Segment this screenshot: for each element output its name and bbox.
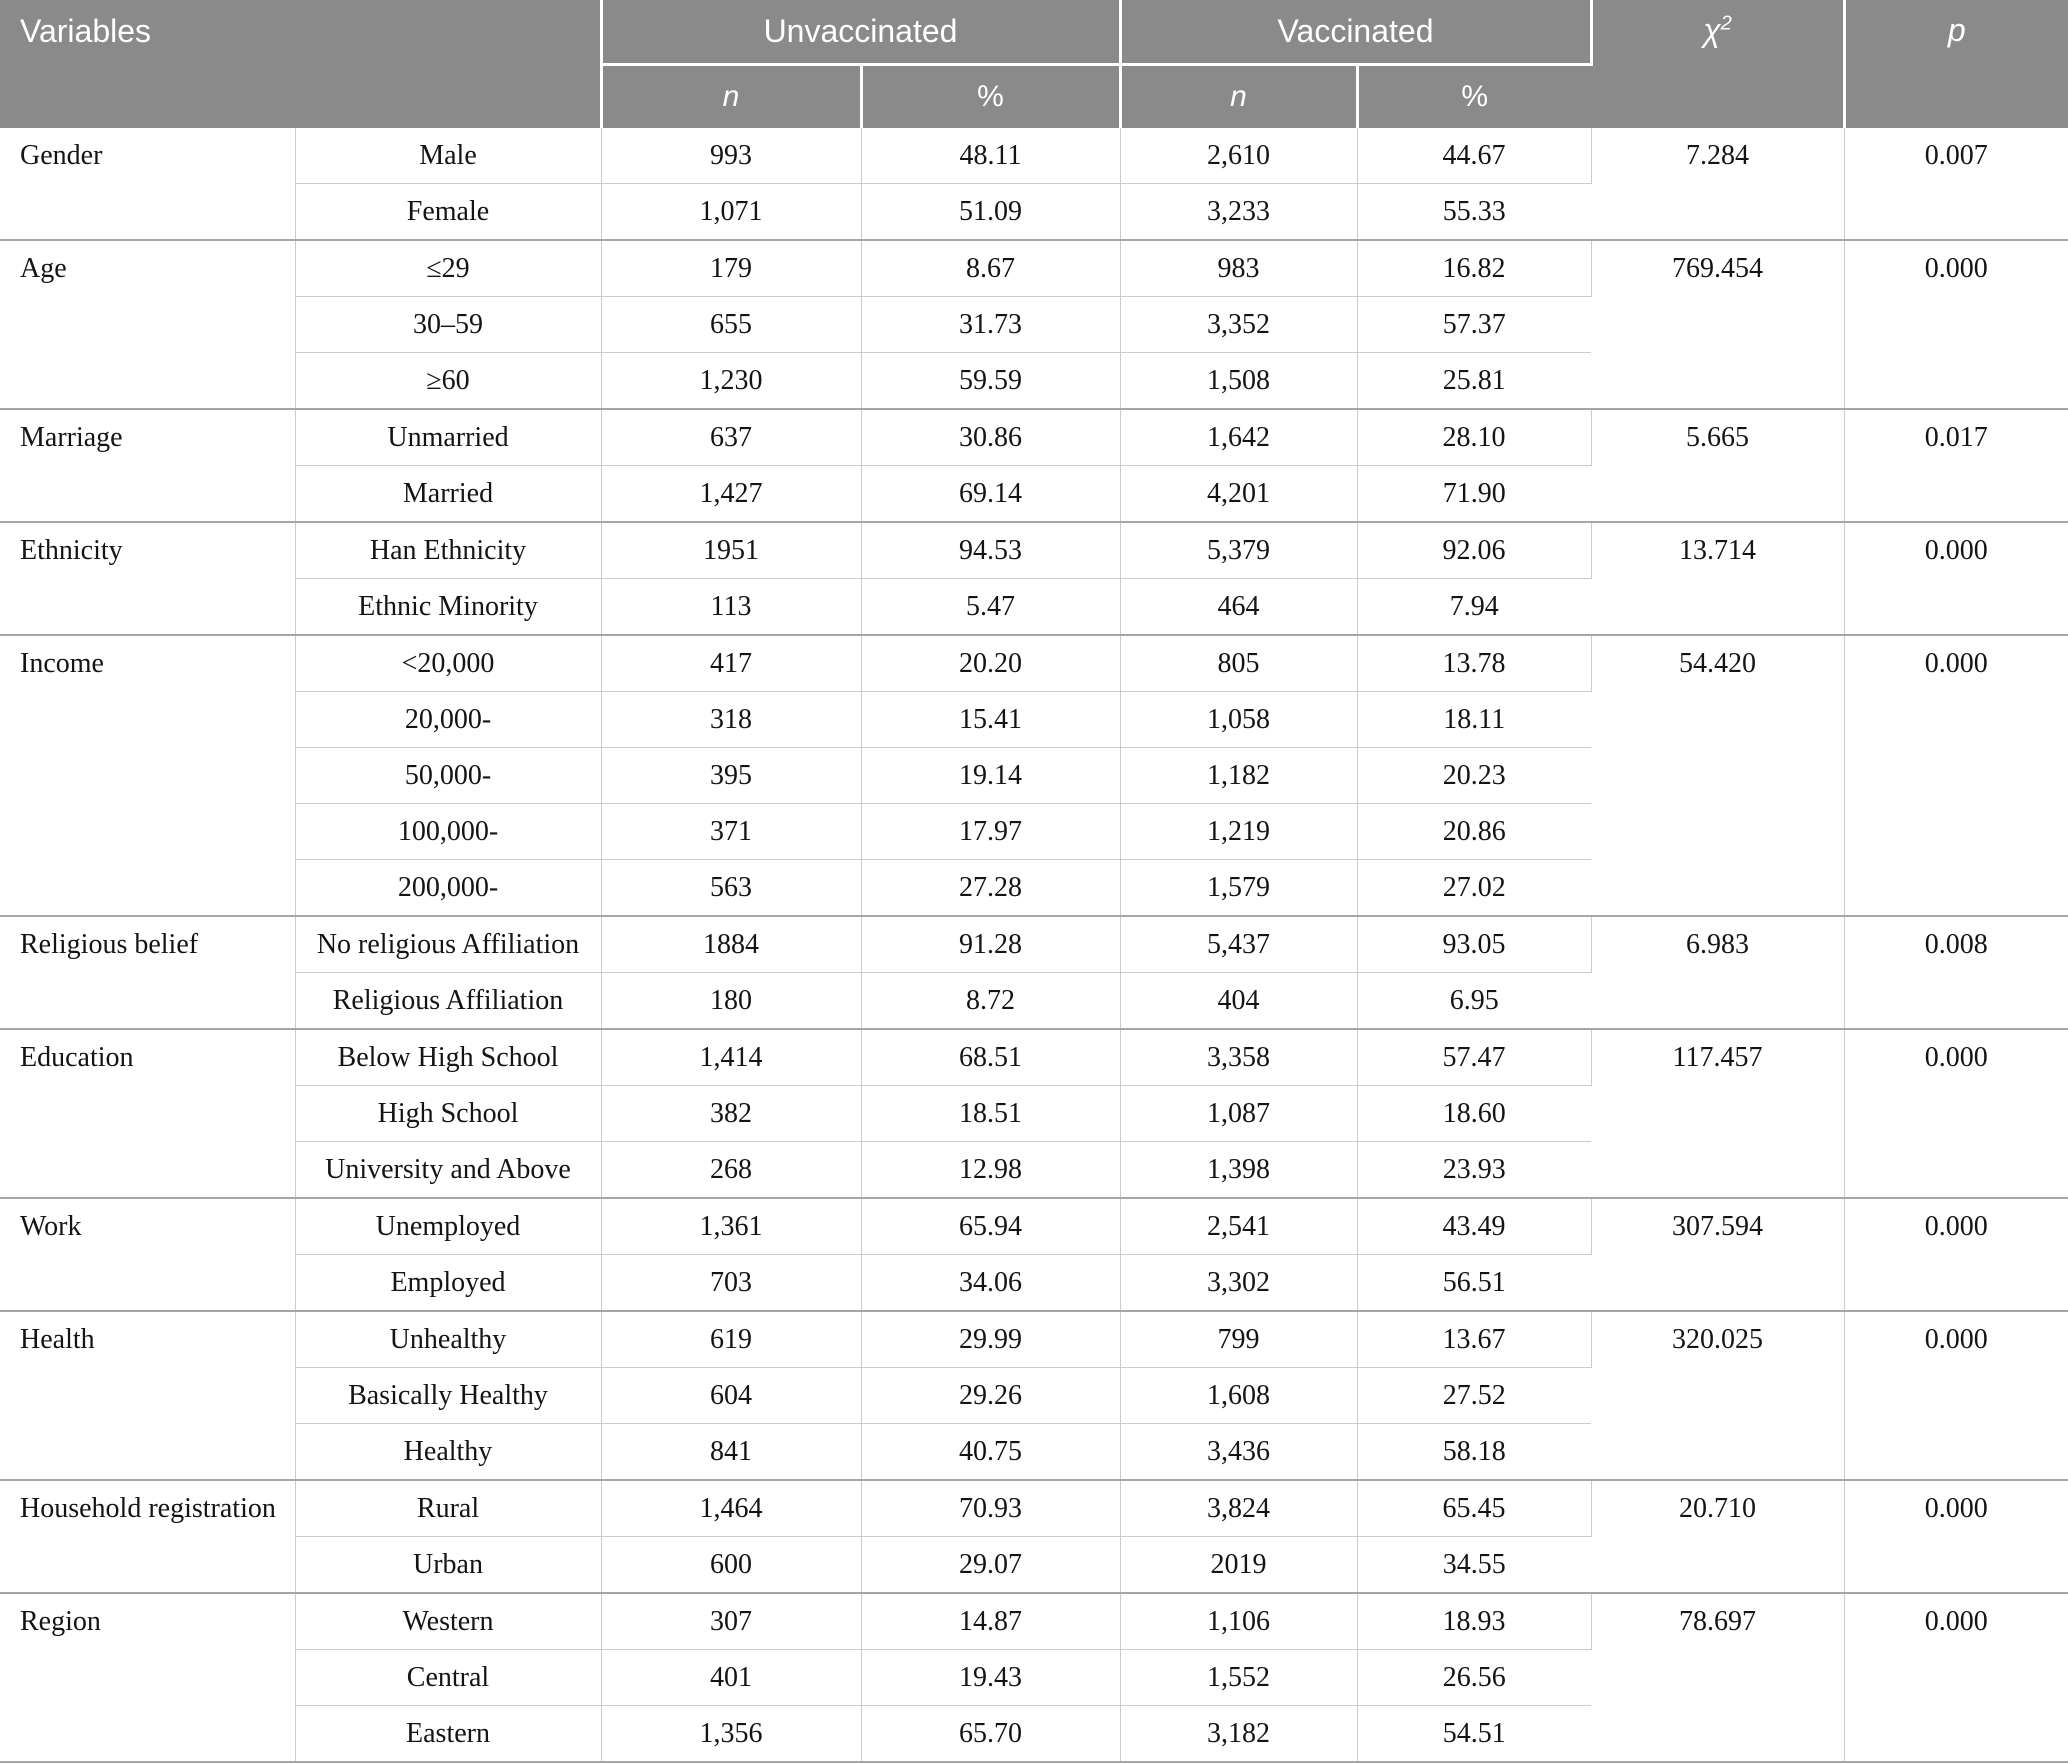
chi2-value-cell: 769.454 — [1591, 240, 1844, 409]
unvaccinated-pct-cell: 29.99 — [861, 1311, 1120, 1368]
vaccinated-n-cell: 1,579 — [1120, 860, 1357, 917]
unvaccinated-n-cell: 1,356 — [601, 1706, 861, 1763]
vaccinated-pct-cell: 93.05 — [1357, 916, 1591, 973]
table-row — [0, 240, 2068, 297]
category-cell: Below High School — [295, 1029, 601, 1086]
unvaccinated-pct-cell: 8.67 — [861, 240, 1120, 297]
vaccinated-pct-cell: 34.55 — [1357, 1537, 1591, 1594]
unvaccinated-n-cell: 179 — [601, 240, 861, 297]
p-value-cell: 0.000 — [1844, 1480, 2068, 1593]
table-row — [0, 128, 2068, 184]
variable-cell: Marriage — [0, 409, 295, 522]
vaccinated-n-cell: 2,610 — [1120, 128, 1357, 184]
category-cell: Married — [295, 466, 601, 523]
unvaccinated-n-cell: 993 — [601, 128, 861, 184]
category-cell: Eastern — [295, 1706, 601, 1763]
unvaccinated-n-cell: 841 — [601, 1424, 861, 1481]
vaccinated-n-cell: 3,824 — [1120, 1480, 1357, 1537]
unvaccinated-n-cell: 1951 — [601, 522, 861, 579]
vaccinated-pct-cell: 13.78 — [1357, 635, 1591, 692]
unvaccinated-n-cell: 180 — [601, 973, 861, 1030]
unvaccinated-n-cell: 703 — [601, 1255, 861, 1312]
unvaccinated-n-cell: 395 — [601, 748, 861, 804]
unvaccinated-n-cell: 371 — [601, 804, 861, 860]
header-vaccinated-n: n — [1120, 65, 1357, 129]
vaccinated-n-cell: 3,436 — [1120, 1424, 1357, 1481]
vaccinated-pct-cell: 54.51 — [1357, 1706, 1591, 1763]
vaccinated-n-cell: 3,182 — [1120, 1706, 1357, 1763]
unvaccinated-pct-cell: 48.11 — [861, 128, 1120, 184]
chi2-value-cell: 78.697 — [1591, 1593, 1844, 1762]
category-cell: 100,000- — [295, 804, 601, 860]
vaccinated-pct-cell: 92.06 — [1357, 522, 1591, 579]
vaccinated-n-cell: 464 — [1120, 579, 1357, 636]
header-unvaccinated: Unvaccinated — [601, 0, 1120, 65]
category-cell: No religious Affiliation — [295, 916, 601, 973]
unvaccinated-n-cell: 1884 — [601, 916, 861, 973]
unvaccinated-pct-cell: 12.98 — [861, 1142, 1120, 1199]
vaccinated-pct-cell: 6.95 — [1357, 973, 1591, 1030]
category-cell: ≥60 — [295, 353, 601, 410]
vaccinated-n-cell: 4,201 — [1120, 466, 1357, 523]
vaccinated-n-cell: 983 — [1120, 240, 1357, 297]
unvaccinated-pct-cell: 91.28 — [861, 916, 1120, 973]
unvaccinated-n-cell: 1,071 — [601, 184, 861, 241]
vaccinated-n-cell: 1,642 — [1120, 409, 1357, 466]
vaccinated-pct-cell: 16.82 — [1357, 240, 1591, 297]
vaccinated-n-cell: 2,541 — [1120, 1198, 1357, 1255]
table-row — [0, 522, 2068, 579]
vaccinated-n-cell: 1,219 — [1120, 804, 1357, 860]
unvaccinated-n-cell: 1,464 — [601, 1480, 861, 1537]
variable-cell: Work — [0, 1198, 295, 1311]
unvaccinated-n-cell: 1,414 — [601, 1029, 861, 1086]
category-cell: Unmarried — [295, 409, 601, 466]
unvaccinated-pct-cell: 51.09 — [861, 184, 1120, 241]
chi-symbol: χ — [1703, 12, 1721, 48]
p-value-cell: 0.007 — [1844, 128, 2068, 240]
category-cell: Religious Affiliation — [295, 973, 601, 1030]
unvaccinated-n-cell: 655 — [601, 297, 861, 353]
unvaccinated-pct-cell: 69.14 — [861, 466, 1120, 523]
p-value-cell: 0.017 — [1844, 409, 2068, 522]
vaccinated-n-cell: 3,233 — [1120, 184, 1357, 241]
p-value-cell: 0.000 — [1844, 1593, 2068, 1762]
category-cell: University and Above — [295, 1142, 601, 1199]
category-cell: Western — [295, 1593, 601, 1650]
category-cell: 30–59 — [295, 297, 601, 353]
category-cell: Ethnic Minority — [295, 579, 601, 636]
chi2-value-cell: 20.710 — [1591, 1480, 1844, 1593]
vaccinated-pct-cell: 57.37 — [1357, 297, 1591, 353]
vaccinated-n-cell: 1,398 — [1120, 1142, 1357, 1199]
vaccinated-n-cell: 3,302 — [1120, 1255, 1357, 1312]
p-value-cell: 0.000 — [1844, 635, 2068, 916]
vaccinated-n-cell: 1,552 — [1120, 1650, 1357, 1706]
vaccinated-n-cell: 3,358 — [1120, 1029, 1357, 1086]
table-body — [0, 128, 2068, 1762]
vaccinated-n-cell: 5,437 — [1120, 916, 1357, 973]
unvaccinated-pct-cell: 17.97 — [861, 804, 1120, 860]
variable-cell: Ethnicity — [0, 522, 295, 635]
category-cell: Rural — [295, 1480, 601, 1537]
unvaccinated-pct-cell: 31.73 — [861, 297, 1120, 353]
unvaccinated-n-cell: 382 — [601, 1086, 861, 1142]
unvaccinated-pct-cell: 65.94 — [861, 1198, 1120, 1255]
category-cell: Urban — [295, 1537, 601, 1594]
unvaccinated-pct-cell: 34.06 — [861, 1255, 1120, 1312]
unvaccinated-pct-cell: 70.93 — [861, 1480, 1120, 1537]
vaccinated-pct-cell: 57.47 — [1357, 1029, 1591, 1086]
unvaccinated-pct-cell: 29.26 — [861, 1368, 1120, 1424]
unvaccinated-n-cell: 1,230 — [601, 353, 861, 410]
variable-cell: Health — [0, 1311, 295, 1480]
unvaccinated-n-cell: 417 — [601, 635, 861, 692]
vaccinated-n-cell: 1,182 — [1120, 748, 1357, 804]
category-cell: Male — [295, 128, 601, 184]
unvaccinated-n-cell: 401 — [601, 1650, 861, 1706]
vaccinated-n-cell: 799 — [1120, 1311, 1357, 1368]
vaccinated-n-cell: 1,058 — [1120, 692, 1357, 748]
header-vaccinated: Vaccinated — [1120, 0, 1591, 65]
vaccinated-pct-cell: 20.86 — [1357, 804, 1591, 860]
category-cell: Healthy — [295, 1424, 601, 1481]
category-cell: Basically Healthy — [295, 1368, 601, 1424]
category-cell: 20,000- — [295, 692, 601, 748]
header-vaccinated-pct: % — [1357, 65, 1591, 129]
header-chi-square — [1591, 0, 1844, 128]
unvaccinated-pct-cell: 5.47 — [861, 579, 1120, 636]
p-value-cell: 0.008 — [1844, 916, 2068, 1029]
category-cell: Han Ethnicity — [295, 522, 601, 579]
table-row — [0, 1593, 2068, 1650]
vaccinated-n-cell: 805 — [1120, 635, 1357, 692]
category-cell: Unhealthy — [295, 1311, 601, 1368]
unvaccinated-pct-cell: 40.75 — [861, 1424, 1120, 1481]
category-cell: Central — [295, 1650, 601, 1706]
vaccinated-pct-cell: 13.67 — [1357, 1311, 1591, 1368]
unvaccinated-pct-cell: 15.41 — [861, 692, 1120, 748]
vaccinated-n-cell: 2019 — [1120, 1537, 1357, 1594]
variable-cell: Education — [0, 1029, 295, 1198]
unvaccinated-pct-cell: 59.59 — [861, 353, 1120, 410]
variable-cell: Region — [0, 1593, 295, 1762]
unvaccinated-pct-cell: 14.87 — [861, 1593, 1120, 1650]
vaccinated-n-cell: 1,608 — [1120, 1368, 1357, 1424]
vaccinated-pct-cell: 26.56 — [1357, 1650, 1591, 1706]
variable-cell: Age — [0, 240, 295, 409]
table-row — [0, 1311, 2068, 1368]
unvaccinated-pct-cell: 68.51 — [861, 1029, 1120, 1086]
category-cell: High School — [295, 1086, 601, 1142]
unvaccinated-pct-cell: 18.51 — [861, 1086, 1120, 1142]
unvaccinated-n-cell: 1,361 — [601, 1198, 861, 1255]
unvaccinated-pct-cell: 94.53 — [861, 522, 1120, 579]
unvaccinated-pct-cell: 20.20 — [861, 635, 1120, 692]
category-cell: 200,000- — [295, 860, 601, 917]
chi-superscript: 2 — [1720, 12, 1732, 35]
vaccinated-pct-cell: 56.51 — [1357, 1255, 1591, 1312]
header-p-value: p — [1844, 0, 2068, 128]
category-cell: Employed — [295, 1255, 601, 1312]
unvaccinated-n-cell: 604 — [601, 1368, 861, 1424]
chi2-value-cell: 7.284 — [1591, 128, 1844, 240]
category-cell: <20,000 — [295, 635, 601, 692]
table-row — [0, 1029, 2068, 1086]
vaccinated-pct-cell: 23.93 — [1357, 1142, 1591, 1199]
unvaccinated-pct-cell: 27.28 — [861, 860, 1120, 917]
unvaccinated-pct-cell: 29.07 — [861, 1537, 1120, 1594]
p-value-cell: 0.000 — [1844, 522, 2068, 635]
unvaccinated-n-cell: 619 — [601, 1311, 861, 1368]
chi2-value-cell: 5.665 — [1591, 409, 1844, 522]
p-value-cell: 0.000 — [1844, 1311, 2068, 1480]
table-row — [0, 1198, 2068, 1255]
unvaccinated-n-cell: 268 — [601, 1142, 861, 1199]
table-row — [0, 1480, 2068, 1537]
header-variables: Variables — [0, 0, 601, 128]
unvaccinated-pct-cell: 19.43 — [861, 1650, 1120, 1706]
vaccinated-pct-cell: 65.45 — [1357, 1480, 1591, 1537]
chi2-value-cell: 320.025 — [1591, 1311, 1844, 1480]
unvaccinated-pct-cell: 30.86 — [861, 409, 1120, 466]
unvaccinated-n-cell: 600 — [601, 1537, 861, 1594]
unvaccinated-pct-cell: 65.70 — [861, 1706, 1120, 1763]
vaccinated-pct-cell: 28.10 — [1357, 409, 1591, 466]
vaccinated-pct-cell: 44.67 — [1357, 128, 1591, 184]
vaccinated-n-cell: 1,106 — [1120, 1593, 1357, 1650]
unvaccinated-pct-cell: 19.14 — [861, 748, 1120, 804]
unvaccinated-n-cell: 318 — [601, 692, 861, 748]
unvaccinated-n-cell: 307 — [601, 1593, 861, 1650]
category-cell: 50,000- — [295, 748, 601, 804]
chi2-value-cell: 6.983 — [1591, 916, 1844, 1029]
vaccinated-pct-cell: 18.11 — [1357, 692, 1591, 748]
vaccinated-pct-cell: 18.60 — [1357, 1086, 1591, 1142]
category-cell: Unemployed — [295, 1198, 601, 1255]
vaccinated-n-cell: 5,379 — [1120, 522, 1357, 579]
table-row — [0, 916, 2068, 973]
vaccinated-pct-cell: 20.23 — [1357, 748, 1591, 804]
variable-cell: Income — [0, 635, 295, 916]
unvaccinated-n-cell: 1,427 — [601, 466, 861, 523]
vaccinated-pct-cell: 27.02 — [1357, 860, 1591, 917]
table-header — [0, 0, 2068, 128]
variable-cell: Household registration — [0, 1480, 295, 1593]
p-value-cell: 0.000 — [1844, 1198, 2068, 1311]
unvaccinated-n-cell: 113 — [601, 579, 861, 636]
header-unvaccinated-pct: % — [861, 65, 1120, 129]
vaccinated-n-cell: 404 — [1120, 973, 1357, 1030]
vaccinated-pct-cell: 27.52 — [1357, 1368, 1591, 1424]
vaccinated-pct-cell: 43.49 — [1357, 1198, 1591, 1255]
vaccinated-n-cell: 3,352 — [1120, 297, 1357, 353]
unvaccinated-n-cell: 563 — [601, 860, 861, 917]
vaccinated-pct-cell: 25.81 — [1357, 353, 1591, 410]
p-value-cell: 0.000 — [1844, 240, 2068, 409]
unvaccinated-pct-cell: 8.72 — [861, 973, 1120, 1030]
chi2-value-cell: 307.594 — [1591, 1198, 1844, 1311]
vaccinated-n-cell: 1,508 — [1120, 353, 1357, 410]
table-row — [0, 635, 2068, 692]
vaccinated-pct-cell: 58.18 — [1357, 1424, 1591, 1481]
p-value-cell: 0.000 — [1844, 1029, 2068, 1198]
table-row — [0, 409, 2068, 466]
category-cell: ≤29 — [295, 240, 601, 297]
unvaccinated-n-cell: 637 — [601, 409, 861, 466]
header-unvaccinated-n: n — [601, 65, 861, 129]
vaccinated-n-cell: 1,087 — [1120, 1086, 1357, 1142]
variable-cell: Religious belief — [0, 916, 295, 1029]
vaccinated-pct-cell: 18.93 — [1357, 1593, 1591, 1650]
chi2-value-cell: 54.420 — [1591, 635, 1844, 916]
chi2-value-cell: 13.714 — [1591, 522, 1844, 635]
category-cell: Female — [295, 184, 601, 241]
chi2-value-cell: 117.457 — [1591, 1029, 1844, 1198]
vaccinated-pct-cell: 55.33 — [1357, 184, 1591, 241]
variable-cell: Gender — [0, 128, 295, 240]
vaccinated-pct-cell: 7.94 — [1357, 579, 1591, 636]
vaccinated-pct-cell: 71.90 — [1357, 466, 1591, 523]
